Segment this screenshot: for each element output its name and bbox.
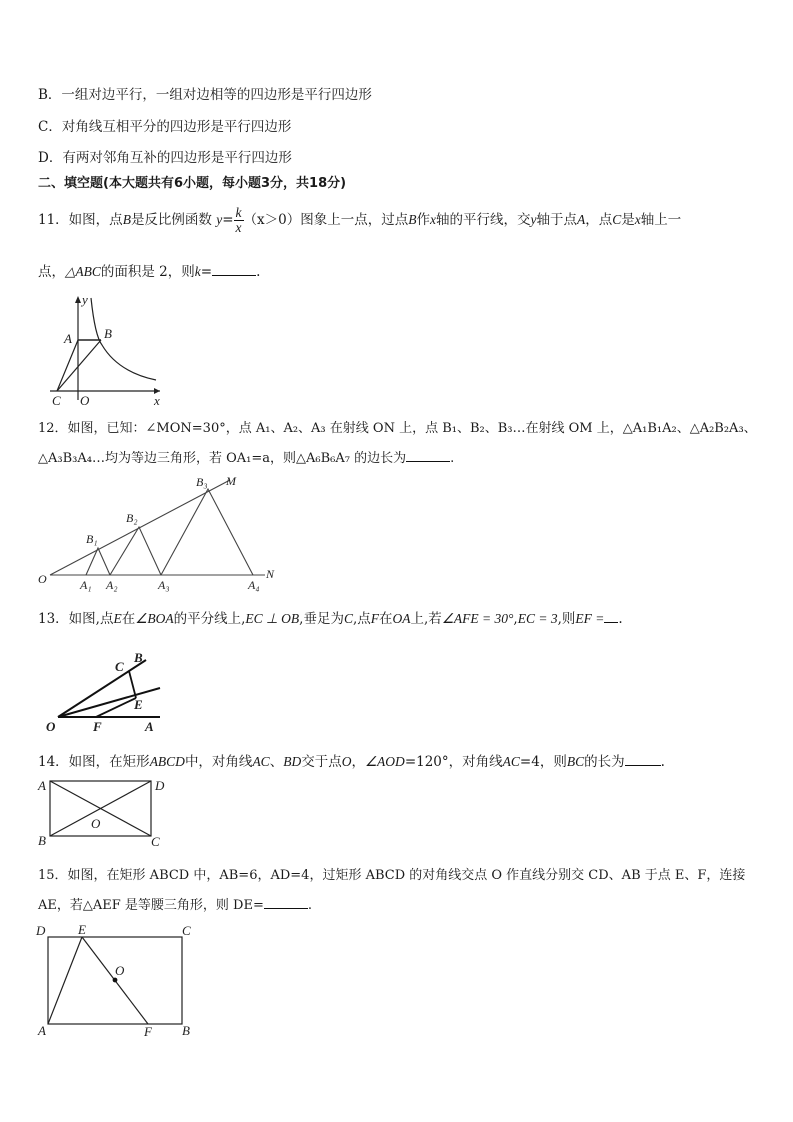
- label-B: B: [38, 833, 46, 848]
- label-A: A: [64, 331, 72, 346]
- label-A: A: [38, 778, 46, 793]
- label-B: B: [182, 1023, 190, 1038]
- q12-line2: △A₃B₃A₄…均为等边三角形，若 OA₁=a，则△A₆B₆A₇ 的边长为 .: [38, 447, 454, 466]
- label-O: O: [38, 572, 47, 586]
- q12-line1: 12．如图，已知：∠MON=30°，点 A₁、A₂、A₃ 在射线 ON 上，点 B₁、B₂、B₃…在射线 OM 上，△A₁B₁A₂、△A₂B₂A₃、: [38, 421, 757, 436]
- label-C: C: [151, 834, 160, 849]
- label-A1: A₁: [80, 578, 92, 592]
- label-A: A: [145, 719, 154, 734]
- option-c: C．对角线互相平分的四边形是平行四边形: [38, 119, 292, 135]
- label-E: E: [134, 697, 143, 712]
- label-C: C: [115, 659, 124, 674]
- label-A2: A₂: [106, 578, 118, 592]
- label-A4: A₄: [248, 578, 260, 592]
- q11-line1: 11．如图，点B是反比例函数 y= $\frac{k}{x}$ （x＞0）图象上一点，过点B作x轴的平行线，交y轴于点A，点C是x轴上一: [38, 205, 682, 235]
- label-D: D: [36, 923, 46, 938]
- section-title: 二、填空题(本大题共有6小题，每小题3分，共18分): [38, 176, 347, 191]
- label-B2: B₂: [126, 511, 138, 525]
- label-F: F: [144, 1024, 152, 1039]
- label-E: E: [78, 922, 86, 937]
- label-B3: B₃: [196, 475, 208, 489]
- label-C: C: [52, 393, 61, 408]
- label-N: N: [266, 567, 275, 581]
- label-x: x: [154, 393, 160, 408]
- label-D: D: [155, 778, 165, 793]
- q13-line: 13．如图,点E在∠BOA的平分线上,EC ⊥ OB,垂足为C,点F在OA上,若∠AFE = 30°,EC = 3,则EF = .: [38, 607, 623, 627]
- q11-line2: 点，△ABC的面积是 2，则k= .: [38, 260, 260, 280]
- q15-line2: AE，若△AEF 是等腰三角形，则 DE= .: [38, 894, 312, 913]
- label-C: C: [182, 923, 191, 938]
- label-O: O: [115, 963, 125, 978]
- q15-line1: 15．如图，在矩形 ABCD 中，AB=6，AD=4，过矩形 ABCD 的对角线交点 O 作直线分别交 CD、AB 于点 E、F，连接: [38, 868, 746, 883]
- option-d: D．有两对邻角互补的四边形是平行四边形: [38, 150, 292, 166]
- label-B1: B₁: [86, 532, 98, 546]
- label-B: B: [104, 326, 112, 341]
- q11-fraction: $\frac{k}{x}$: [235, 205, 242, 235]
- label-M: M: [226, 474, 236, 488]
- option-b: B．一组对边平行，一组对边相等的四边形是平行四边形: [38, 87, 372, 103]
- label-O: O: [91, 816, 101, 831]
- label-F: F: [93, 719, 102, 734]
- label-B: B: [134, 650, 143, 665]
- label-y: y: [82, 292, 88, 307]
- label-A3: A₃: [158, 578, 170, 592]
- label-O: O: [46, 719, 56, 734]
- label-O: O: [80, 393, 90, 408]
- label-A: A: [38, 1023, 46, 1038]
- q14-line: 14．如图，在矩形ABCD中，对角线AC、BD交于点O，∠AOD=120°，对角线AC=4，则BC的长为 .: [38, 750, 665, 770]
